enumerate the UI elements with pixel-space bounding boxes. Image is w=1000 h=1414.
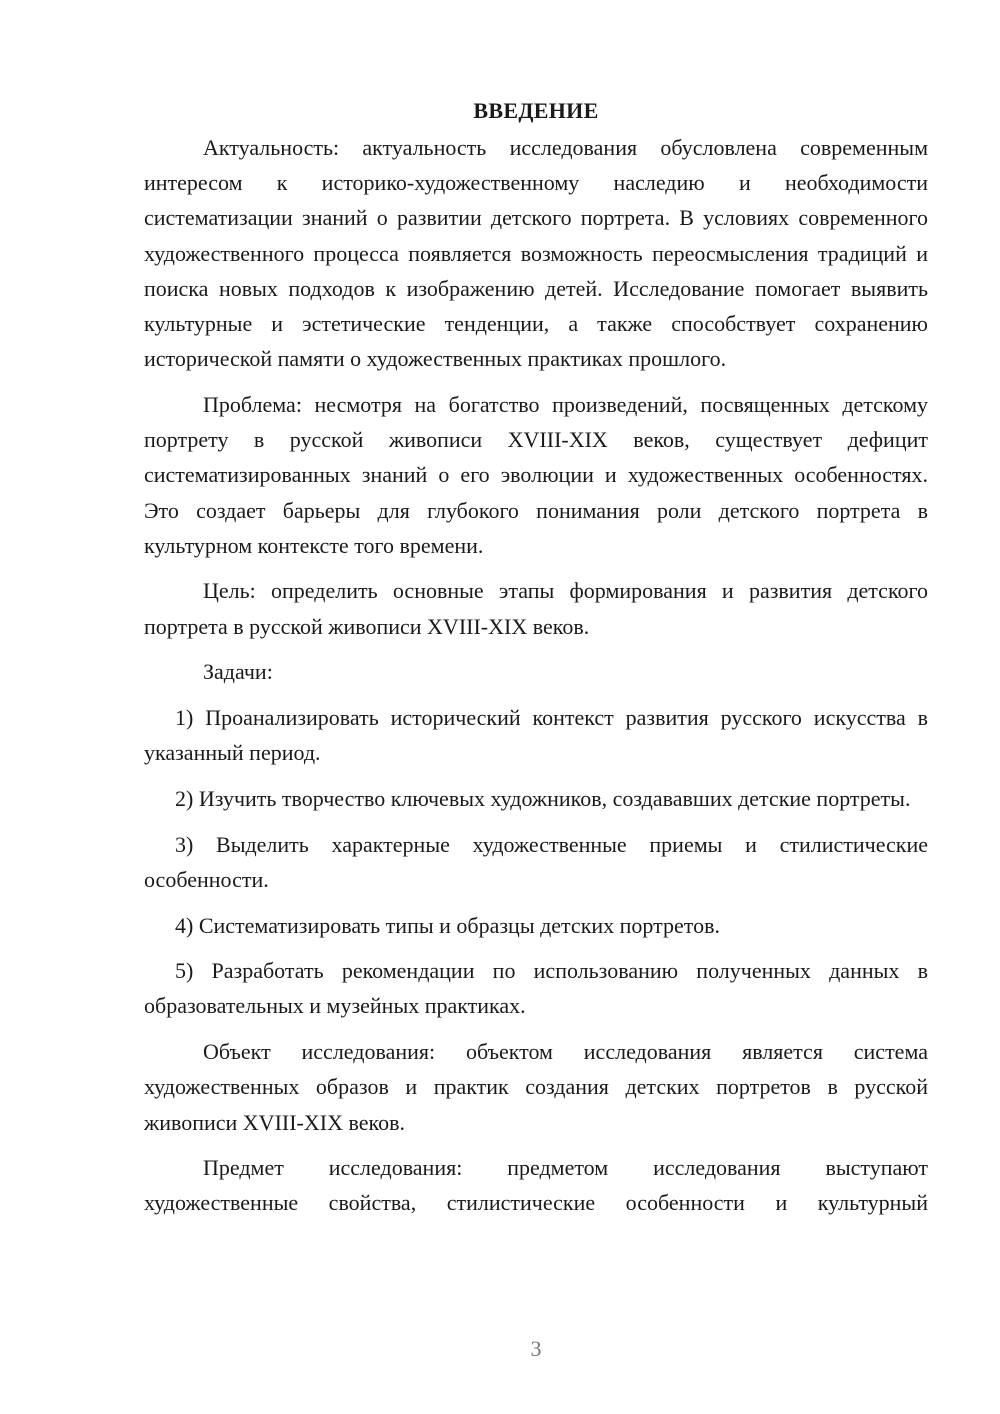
task-item-3: 3) Выделить характерные художественные приемы и стилистические особенности.: [144, 831, 928, 892]
paragraph-tasks-label: Задачи:: [203, 659, 273, 685]
task-item-1: 1) Проанализировать исторический контекст развития русского искусства в указанный период.: [144, 705, 928, 766]
paragraph-problem: Проблема: несмотря на богатство произведений, посвященных детскому портрету в русской живописи XVIII-XIX веков, существует дефицит систематизированных знаний о его эволюции и художественных особенностях. Это создает барьеры для глубокого понимания роли детского портрета в культурном контексте того времени.: [144, 391, 928, 558]
paragraph-subject: Предмет исследования: предметом исследования выступают художественные свойства, стилистические особенности и культурный: [144, 1155, 928, 1216]
paragraph-object: Объект исследования: объектом исследования является система художественных образов и практик создания детских портретов в русской живописи XVIII-XIX веков.: [144, 1039, 928, 1135]
task-item-5: 5) Разработать рекомендации по использованию полученных данных в образовательных и музейных практиках.: [144, 958, 928, 1019]
section-heading: ВВЕДЕНИЕ: [473, 98, 599, 123]
task-item-4: 4) Систематизировать типы и образцы детских портретов.: [175, 912, 721, 938]
document-body: [144, 96, 928, 1231]
task-item-2: 2) Изучить творчество ключевых художников, создававших детские портреты.: [175, 785, 911, 811]
page-number: 3: [530, 1336, 542, 1361]
paragraph-goal: Цель: определить основные этапы формирования и развития детского портрета в русской живописи XVIII-XIX веков.: [144, 578, 928, 639]
paragraph-relevance: Актуальность: актуальность исследования обусловлена современным интересом к историко-художественному наследию и необходимости систематизации знаний о развитии детского портрета. В условиях современного художественного процесса появляется возможность переосмысления традиций и поиска новых подходов к изображению детей. Исследование помогает выявить культурные и эстетические тенденции, а также способствует сохранению исторической памяти о художественных практиках прошлого.: [144, 135, 928, 372]
